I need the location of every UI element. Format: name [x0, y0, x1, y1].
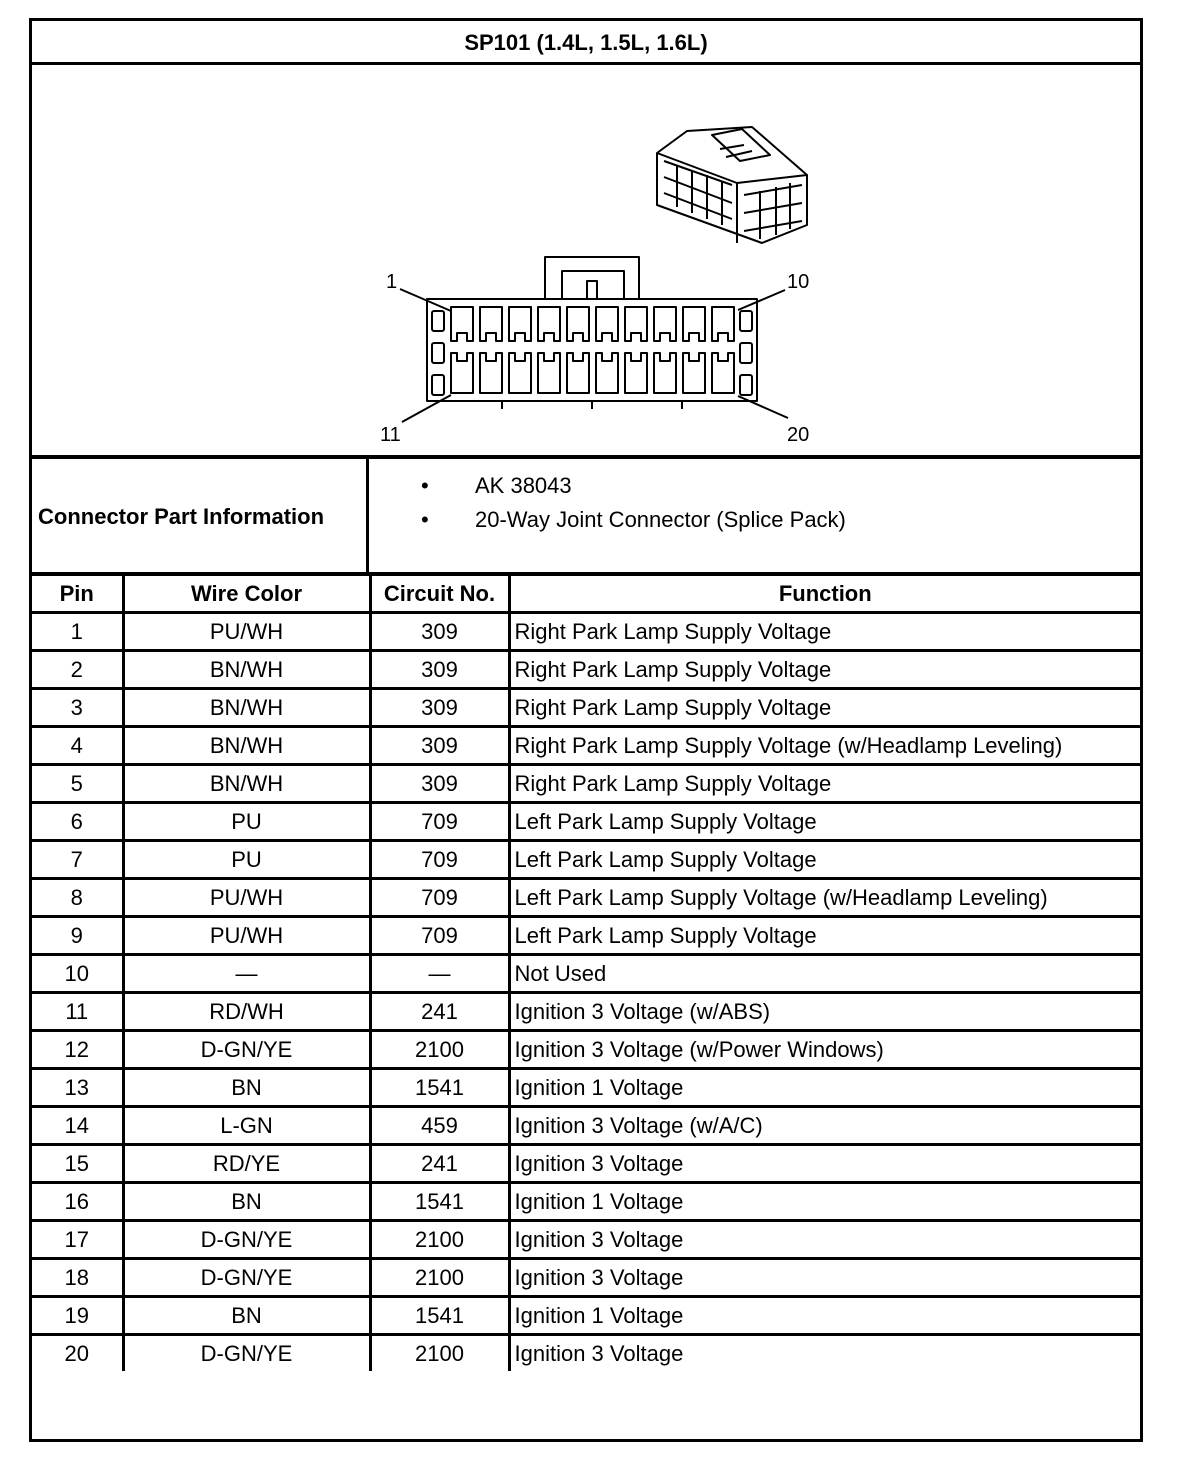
pin-cell: 15 [32, 1145, 123, 1183]
wire-color-cell: PU/WH [123, 879, 370, 917]
table-row [32, 803, 1140, 841]
circuit-cell: 709 [370, 841, 509, 879]
circuit-cell: 309 [370, 689, 509, 727]
function-cell: Left Park Lamp Supply Voltage [509, 841, 1140, 879]
wire-color-cell: D-GN/YE [123, 1221, 370, 1259]
pin-cell: 16 [32, 1183, 123, 1221]
pin-cell: 8 [32, 879, 123, 917]
pin-cell: 7 [32, 841, 123, 879]
function-cell: Ignition 3 Voltage (w/Power Windows) [509, 1031, 1140, 1069]
part-description: 20-Way Joint Connector (Splice Pack) [475, 507, 846, 532]
table-row [32, 1145, 1140, 1183]
wire-color-cell: BN/WH [123, 727, 370, 765]
circuit-cell: 1541 [370, 1069, 509, 1107]
pin-cell: 9 [32, 917, 123, 955]
function-cell: Ignition 3 Voltage (w/A/C) [509, 1107, 1140, 1145]
function-cell: Right Park Lamp Supply Voltage [509, 613, 1140, 651]
connector-drawing [32, 65, 1140, 455]
pin-label-11: 11 [380, 424, 401, 446]
header-wire-color: Wire Color [123, 576, 370, 613]
wire-color-cell: RD/YE [123, 1145, 370, 1183]
circuit-cell: 709 [370, 879, 509, 917]
pin-cell: 11 [32, 993, 123, 1031]
function-cell: Not Used [509, 955, 1140, 993]
circuit-cell: 309 [370, 613, 509, 651]
circuit-cell: 709 [370, 917, 509, 955]
pin-cell: 20 [32, 1335, 123, 1372]
pin-20-leader [738, 396, 788, 418]
wire-color-cell: PU [123, 803, 370, 841]
table-row [32, 879, 1140, 917]
pin-cell: 18 [32, 1259, 123, 1297]
circuit-cell: 2100 [370, 1335, 509, 1372]
function-cell: Ignition 3 Voltage [509, 1335, 1140, 1372]
wire-color-cell: BN [123, 1069, 370, 1107]
function-cell: Ignition 3 Voltage (w/ABS) [509, 993, 1140, 1031]
header-circuit-no: Circuit No. [370, 576, 509, 613]
connector-3d-view [657, 127, 807, 243]
function-cell: Ignition 1 Voltage [509, 1069, 1140, 1107]
table-row [32, 1259, 1140, 1297]
table-row [32, 765, 1140, 803]
circuit-cell: 2100 [370, 1031, 509, 1069]
wire-color-cell: BN/WH [123, 689, 370, 727]
table-row [32, 613, 1140, 651]
table-row [32, 727, 1140, 765]
table-row [32, 955, 1140, 993]
connector-part-info [32, 459, 1140, 576]
wire-color-cell: BN/WH [123, 765, 370, 803]
circuit-cell: 1541 [370, 1297, 509, 1335]
wire-color-cell: BN [123, 1183, 370, 1221]
pin-cell: 19 [32, 1297, 123, 1335]
pin-cell: 13 [32, 1069, 123, 1107]
table-row [32, 1221, 1140, 1259]
pin-cell: 6 [32, 803, 123, 841]
wire-color-cell: D-GN/YE [123, 1031, 370, 1069]
circuit-cell: 709 [370, 803, 509, 841]
wire-color-cell: — [123, 955, 370, 993]
table-row [32, 993, 1140, 1031]
table-row [32, 1335, 1140, 1372]
function-cell: Right Park Lamp Supply Voltage (w/Headlamp Leveling) [509, 727, 1140, 765]
table-row [32, 1069, 1140, 1107]
connector-front-view [400, 257, 788, 422]
circuit-cell: — [370, 955, 509, 993]
connector-diagram [32, 65, 1140, 459]
pin-cell: 17 [32, 1221, 123, 1259]
table-row [32, 1297, 1140, 1335]
pin-label-10: 10 [787, 271, 810, 293]
table-row [32, 1031, 1140, 1069]
pinout-table [32, 576, 1140, 1371]
function-cell: Right Park Lamp Supply Voltage [509, 765, 1140, 803]
connector-part-info-list [369, 469, 846, 537]
table-row [32, 841, 1140, 879]
function-cell: Ignition 1 Voltage [509, 1297, 1140, 1335]
bullet-icon: • [421, 473, 429, 498]
function-cell: Ignition 1 Voltage [509, 1183, 1140, 1221]
connector-part-info-label: Connector Part Information [32, 459, 369, 572]
pin-label-20: 20 [787, 424, 810, 446]
function-cell: Left Park Lamp Supply Voltage [509, 917, 1140, 955]
bullet-icon: • [421, 507, 429, 532]
function-cell: Left Park Lamp Supply Voltage (w/Headlamp Leveling) [509, 879, 1140, 917]
header-function: Function [509, 576, 1140, 613]
pinout-rows [32, 613, 1140, 1372]
circuit-cell: 309 [370, 651, 509, 689]
wire-color-cell: BN/WH [123, 651, 370, 689]
pin-cell: 5 [32, 765, 123, 803]
circuit-cell: 241 [370, 993, 509, 1031]
pin-cavities-top-row [451, 307, 734, 341]
function-cell: Ignition 3 Voltage [509, 1221, 1140, 1259]
function-cell: Right Park Lamp Supply Voltage [509, 689, 1140, 727]
part-number: AK 38043 [475, 473, 572, 498]
function-cell: Ignition 3 Voltage [509, 1259, 1140, 1297]
function-cell: Left Park Lamp Supply Voltage [509, 803, 1140, 841]
page-title: SP101 (1.4L, 1.5L, 1.6L) [32, 21, 1140, 65]
circuit-cell: 1541 [370, 1183, 509, 1221]
circuit-cell: 309 [370, 765, 509, 803]
part-info-item [369, 469, 846, 503]
table-row [32, 1183, 1140, 1221]
pin-cell: 14 [32, 1107, 123, 1145]
wire-color-cell: RD/WH [123, 993, 370, 1031]
circuit-cell: 2100 [370, 1259, 509, 1297]
function-cell: Right Park Lamp Supply Voltage [509, 651, 1140, 689]
pin-cell: 10 [32, 955, 123, 993]
wire-color-cell: D-GN/YE [123, 1335, 370, 1372]
wire-color-cell: PU/WH [123, 613, 370, 651]
pin-cell: 12 [32, 1031, 123, 1069]
wire-color-cell: L-GN [123, 1107, 370, 1145]
pin-cell: 1 [32, 613, 123, 651]
pin-cell: 2 [32, 651, 123, 689]
circuit-cell: 459 [370, 1107, 509, 1145]
table-row [32, 689, 1140, 727]
connector-sheet [29, 18, 1143, 1442]
wire-color-cell: BN [123, 1297, 370, 1335]
wire-color-cell: D-GN/YE [123, 1259, 370, 1297]
circuit-cell: 241 [370, 1145, 509, 1183]
pin-cell: 4 [32, 727, 123, 765]
wire-color-cell: PU [123, 841, 370, 879]
function-cell: Ignition 3 Voltage [509, 1145, 1140, 1183]
pinout-header-row [32, 576, 1140, 613]
table-row [32, 1107, 1140, 1145]
pin-cavities-bottom-row [451, 353, 734, 393]
part-info-item [369, 503, 846, 537]
table-row [32, 917, 1140, 955]
circuit-cell: 309 [370, 727, 509, 765]
circuit-cell: 2100 [370, 1221, 509, 1259]
pin-cell: 3 [32, 689, 123, 727]
header-pin: Pin [32, 576, 123, 613]
table-row [32, 651, 1140, 689]
wire-color-cell: PU/WH [123, 917, 370, 955]
pin-label-1: 1 [386, 271, 398, 293]
